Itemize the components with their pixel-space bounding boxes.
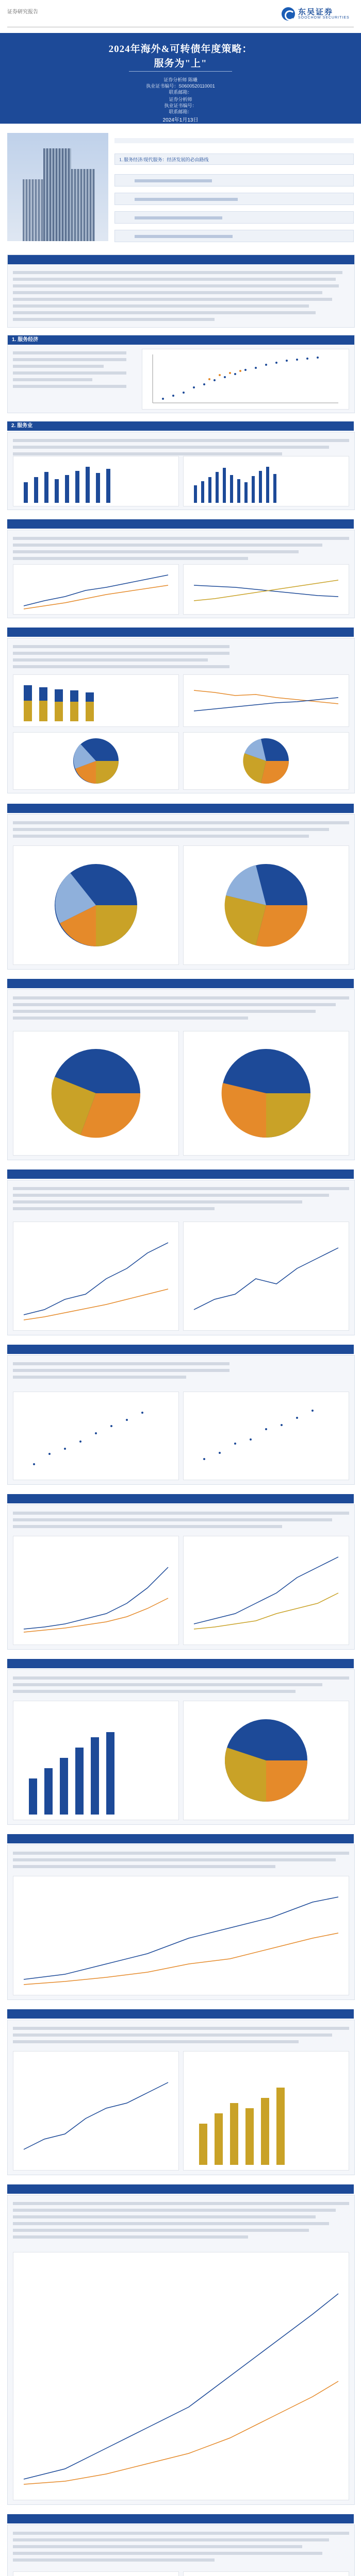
bar-chart	[13, 456, 179, 506]
section-block	[7, 2195, 355, 2505]
line-chart	[183, 1222, 349, 1331]
analyst-line: 联系邮箱：	[169, 90, 192, 95]
analyst-line: 证券分析师	[169, 97, 192, 102]
pie-chart	[13, 845, 179, 965]
analyst-line: 联系邮箱：	[169, 109, 192, 114]
line-chart	[183, 1536, 349, 1645]
toc-item[interactable]	[114, 154, 354, 165]
summary-section	[7, 255, 355, 328]
section-block	[7, 1355, 355, 1485]
section-block	[7, 530, 355, 618]
pie-chart	[183, 1701, 349, 1820]
line-chart	[13, 2051, 179, 2171]
line-chart	[183, 564, 349, 615]
stacked-bar-chart	[13, 674, 179, 727]
bar-chart	[183, 2051, 349, 2171]
hero-divider	[129, 71, 232, 72]
section-heading	[7, 519, 354, 529]
chart-panel	[13, 2252, 349, 2500]
section-block	[7, 2020, 355, 2175]
section-heading	[7, 628, 354, 637]
toc-item[interactable]	[114, 174, 354, 187]
logo-text-cn: 东吴证券	[298, 8, 334, 16]
toc-item[interactable]	[114, 230, 354, 242]
bar-chart	[13, 1701, 179, 1820]
section-block	[7, 1504, 355, 1650]
analyst-line: 证券分析师 陈曦	[163, 77, 198, 82]
section-heading	[7, 2514, 354, 2523]
table-of-contents	[114, 138, 354, 246]
logo-text-en: SOOCHOW SECURITIES	[298, 16, 350, 20]
pie-chart	[183, 1031, 349, 1156]
section-heading	[8, 255, 354, 264]
line-chart	[13, 1222, 179, 1331]
section-block	[7, 1669, 355, 1825]
section-heading	[7, 1834, 354, 1843]
report-date: 2024年1月13日	[162, 117, 199, 123]
pie-chart	[13, 732, 179, 790]
section-heading: 2. 服务业	[7, 421, 354, 431]
section-block	[7, 1180, 355, 1335]
toc-item[interactable]	[114, 211, 354, 224]
report-title: 2024年海外&可转债年度策略：	[108, 44, 253, 55]
toc-heading-strip	[114, 138, 354, 143]
section-heading	[7, 1659, 354, 1668]
section-heading	[7, 2009, 354, 2019]
section-heading	[7, 1170, 354, 1179]
section-block	[7, 1844, 355, 2000]
bar-chart	[13, 2571, 179, 2576]
line-chart	[13, 1876, 349, 1995]
section-block	[7, 989, 355, 1160]
section-heading	[7, 1494, 354, 1503]
section-block	[7, 2524, 355, 2576]
logo-mark-icon	[282, 7, 295, 21]
section-heading	[7, 2184, 354, 2194]
section-heading	[7, 979, 354, 988]
scatter-chart	[142, 349, 349, 410]
bar-chart	[183, 456, 349, 506]
section-block	[7, 432, 355, 510]
doc-type-label: 证券研究报告	[7, 9, 38, 15]
analyst-line: 执业证书编号：S0600520110001	[146, 83, 215, 89]
pie-chart	[183, 732, 349, 790]
scatter-chart-svg	[142, 349, 349, 409]
section-block	[7, 335, 355, 413]
building-photo	[7, 133, 108, 241]
scatter-chart	[13, 1392, 179, 1480]
company-logo	[282, 5, 354, 23]
hero-banner	[0, 33, 361, 124]
top-bar	[7, 4, 354, 27]
cover-middle	[0, 133, 361, 823]
section-heading	[7, 804, 354, 813]
line-chart	[183, 674, 349, 727]
pie-chart	[183, 845, 349, 965]
section-block	[7, 638, 355, 793]
line-chart	[13, 564, 179, 615]
scatter-chart	[183, 1392, 349, 1480]
section-block	[7, 814, 355, 970]
line-chart	[183, 2571, 349, 2576]
analyst-line: 执业证书编号：	[164, 103, 197, 108]
line-chart	[13, 1536, 179, 1645]
section-heading	[7, 1345, 354, 1354]
pie-chart	[13, 1031, 179, 1156]
report-subtitle: 服务为"上"	[154, 58, 207, 69]
toc-item-label: 1. 服务经济/现代服务：经济发展的必由路线	[119, 157, 209, 162]
section-heading: 1. 服务经济	[8, 335, 354, 345]
toc-item[interactable]	[114, 193, 354, 205]
